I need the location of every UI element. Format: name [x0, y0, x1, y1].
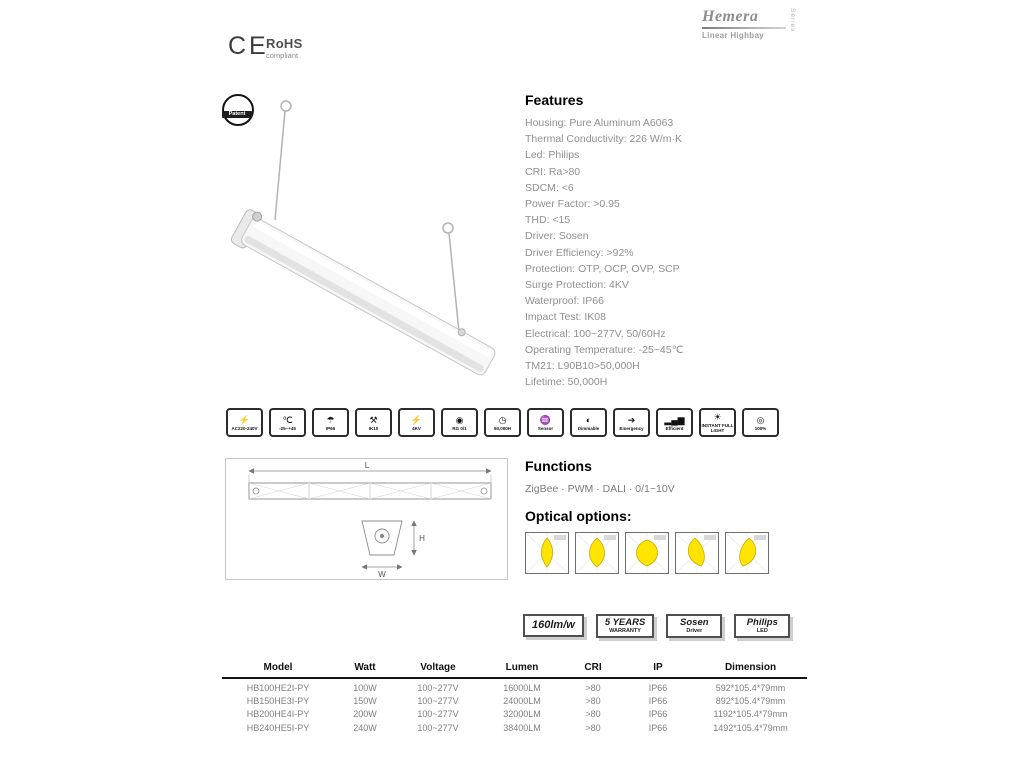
led-badge-sublabel: LED: [756, 628, 768, 634]
emergency-icon: [613, 408, 650, 437]
table-cell: IP66: [648, 696, 668, 707]
surge-icon: [398, 408, 435, 437]
table-cell: 100~277V: [417, 709, 459, 720]
efficiency-icon: [656, 408, 693, 437]
impact-rating-icon-label: IK10: [368, 425, 379, 431]
features-title: Features: [525, 92, 584, 108]
waterproof-icon-label: IP66: [325, 425, 336, 431]
beam-asymmetric-left-diagram: [676, 533, 718, 573]
table-cell: HB240HE5I-PY: [246, 722, 310, 733]
beam-medium-diagram: [576, 533, 618, 573]
dimmable-icon-label: Dimmable: [577, 425, 600, 431]
spec-table-body: [222, 682, 807, 735]
table-cell: HB100HE2I-PY: [246, 683, 310, 693]
table-cell: IP66: [648, 683, 668, 693]
suspension-hook-left: [281, 101, 291, 111]
lifetime-icon-label: 50,000H: [493, 425, 511, 431]
product-photo: [208, 70, 518, 400]
full-flux-icon-label: 100%: [754, 425, 767, 431]
table-cell: 240W: [353, 722, 377, 733]
table-cell: 38400LM: [503, 722, 541, 733]
instant-light-icon: [699, 408, 736, 437]
efficacy-badge: [523, 614, 584, 637]
brand-series-label: Series: [789, 8, 796, 33]
fixture-body: [230, 207, 500, 381]
feature-item: TM21: L90B10>50,000H: [525, 360, 640, 373]
table-cell: 592*105.4*79mm: [715, 683, 786, 693]
feature-item: Driver: Sosen: [525, 230, 589, 243]
beam-medium-beam-shape: [589, 538, 604, 567]
led-badge: [734, 614, 790, 638]
efficiency-icon-label: Efficient: [665, 425, 684, 431]
table-cell: IP66: [648, 709, 668, 720]
feature-item: Operating Temperature: -25~45℃: [525, 343, 684, 356]
feature-item: Electrical: 100~277V, 50/60Hz: [525, 327, 666, 340]
suspension-cable-right: [449, 233, 459, 332]
waterproof-icon-glyph: ☂: [326, 414, 335, 425]
surge-icon-label: 4KV: [412, 425, 421, 431]
table-cell: 150W: [353, 696, 377, 707]
beam-narrow-diagram: [526, 533, 568, 573]
emergency-icon-label: Emergency: [619, 425, 644, 431]
motion-sensor-icon-label: Sensor: [537, 425, 554, 431]
dim-label-w: W: [378, 570, 386, 579]
table-cell: 100W: [353, 683, 377, 693]
temperature-icon: [269, 408, 306, 437]
driver-badge: [666, 614, 722, 638]
efficiency-icon-glyph: ▂▄▆: [664, 414, 685, 425]
brand-logo: [702, 8, 802, 40]
surge-icon-glyph: ⚡: [410, 414, 423, 425]
optical-options-row: [525, 532, 805, 574]
dimmable-icon: [570, 408, 607, 437]
rohs-label: RoHS: [266, 36, 303, 51]
table-cell: 100~277V: [417, 683, 459, 693]
table-cell: >80: [585, 696, 601, 707]
voltage-icon: [226, 408, 263, 437]
waterproof-icon: [312, 408, 349, 437]
column-header: Lumen: [505, 662, 539, 673]
badges-row: [523, 614, 790, 638]
temperature-icon-glyph: ℃: [282, 414, 293, 425]
feature-item: Thermal Conductivity: 226 W/m·K: [525, 133, 682, 146]
ce-mark: CE: [228, 32, 269, 60]
temperature-icon-label: -25~+45: [279, 425, 296, 431]
dimension-drawing: [225, 458, 508, 580]
functions-title: Functions: [525, 458, 592, 474]
cert-icons-row: [226, 408, 801, 437]
table-cell: >80: [585, 722, 601, 733]
warranty-badge-label: 5 YEARS: [604, 617, 646, 628]
table-cell: 1492*105.4*79mm: [713, 722, 788, 733]
beam-asymmetric-right-beam-shape: [740, 538, 756, 566]
table-cell: 24000LM: [503, 696, 541, 707]
table-cell: 100~277V: [417, 696, 459, 707]
beam-asymmetric-right-diagram: [726, 533, 768, 573]
table-cell: 32000LM: [503, 709, 541, 720]
feature-item: Protection: OTP, OCP, OVP, SCP: [525, 262, 680, 275]
photobiological-icon-glyph: ◉: [455, 414, 464, 425]
spec-table: [222, 662, 807, 735]
voltage-icon-label: AC220-240V: [231, 425, 258, 431]
column-header: Dimension: [724, 662, 777, 673]
optical-options-section: [525, 508, 805, 574]
table-cell: 200W: [353, 709, 377, 720]
driver-badge-sublabel: Driver: [686, 628, 703, 634]
motion-sensor-icon: [527, 408, 564, 437]
beam-narrow-beam-shape: [541, 538, 552, 567]
lifetime-icon: [484, 408, 521, 437]
driver-badge-label: Sosen: [680, 617, 709, 628]
brand-name: Hemera: [702, 8, 759, 25]
spec-table-head: [222, 662, 807, 679]
feature-item: Driver Efficiency: >92%: [525, 246, 634, 259]
column-header: Voltage: [420, 662, 456, 673]
beam-medium: [575, 532, 619, 574]
warranty-badge-sublabel: WARRANTY: [609, 628, 641, 634]
table-cell: 1192*105.4*79mm: [713, 709, 788, 720]
full-flux-icon: [742, 408, 779, 437]
feature-item: Power Factor: >0.95: [525, 198, 620, 211]
impact-rating-icon: [355, 408, 392, 437]
patent-label: Patent: [222, 111, 252, 118]
suspension-cable-left: [275, 111, 285, 220]
rohs-mark: [266, 36, 303, 60]
feature-item: SDCM: <6: [525, 181, 574, 194]
feature-item: CRI: Ra>80: [525, 165, 581, 178]
functions-text: ZigBee · PWM · DALI · 0/1~10V: [525, 483, 675, 495]
beam-wide: [625, 532, 669, 574]
warranty-badge: [596, 614, 654, 638]
photobiological-icon-label: RG 0/1: [452, 425, 467, 431]
feature-item: Impact Test: IK08: [525, 311, 606, 324]
dimmable-icon-glyph: ◐: [585, 414, 592, 425]
feature-item: THD: <15: [525, 214, 571, 227]
table-cell: 16000LM: [503, 683, 541, 693]
beam-asymmetric-left-beam-shape: [688, 538, 704, 566]
table-row: [222, 695, 807, 708]
instant-light-icon-label: INSTANT FULL LIGHT: [701, 423, 734, 433]
voltage-icon-glyph: ⚡: [238, 414, 251, 425]
column-header: Watt: [354, 662, 376, 673]
rohs-sublabel: compliant: [266, 51, 299, 60]
feature-item: Waterproof: IP66: [525, 295, 604, 308]
table-cell: >80: [585, 683, 601, 693]
led-badge-label: Philips: [746, 617, 778, 628]
impact-rating-icon-glyph: ⚒: [369, 414, 378, 425]
feature-item: Housing: Pure Aluminum A6063: [525, 117, 674, 129]
table-cell: HB200HE4I-PY: [246, 709, 310, 720]
suspension-hook-right: [443, 223, 453, 233]
functions-section: [525, 458, 805, 495]
emergency-icon-glyph: ➔: [627, 414, 636, 425]
instant-light-icon-glyph: ☀: [713, 412, 722, 422]
efficacy-badge-label: 160lm/w: [532, 619, 575, 631]
column-header: IP: [653, 662, 663, 673]
dimension-drawing-svg: [226, 459, 507, 579]
table-cell: HB150HE3I-PY: [246, 696, 310, 707]
feature-item: Lifetime: 50,000H: [525, 376, 608, 389]
table-row: [222, 722, 807, 735]
feature-item: Surge Protection: 4KV: [525, 279, 629, 292]
table-cell: 100~277V: [417, 722, 459, 733]
brand-underline: [702, 27, 786, 29]
beam-wide-diagram: [626, 533, 668, 573]
features-section: [525, 92, 815, 390]
dim-label-l: L: [364, 461, 370, 470]
table-cell: IP66: [648, 722, 668, 733]
feature-item: Led: Philips: [525, 149, 580, 162]
features-list: [525, 115, 815, 390]
beam-narrow: [525, 532, 569, 574]
table-row: [222, 682, 807, 695]
beam-asymmetric-left: [675, 532, 719, 574]
column-header: Model: [263, 662, 293, 673]
motion-sensor-icon-glyph: ♒: [539, 414, 552, 425]
optical-options-title: Optical options:: [525, 508, 632, 524]
full-flux-icon-glyph: ◎: [756, 414, 765, 425]
beam-wide-beam-shape: [636, 540, 657, 566]
photobiological-icon: [441, 408, 478, 437]
beam-asymmetric-right: [725, 532, 769, 574]
dim-label-h: H: [419, 534, 425, 543]
table-cell: 892*105.4*79mm: [715, 696, 786, 707]
table-row: [222, 708, 807, 721]
table-cell: >80: [585, 709, 601, 720]
column-header: CRI: [584, 662, 602, 673]
brand-product-line: Linear Highbay: [702, 31, 764, 40]
lifetime-icon-glyph: ◷: [498, 414, 507, 425]
